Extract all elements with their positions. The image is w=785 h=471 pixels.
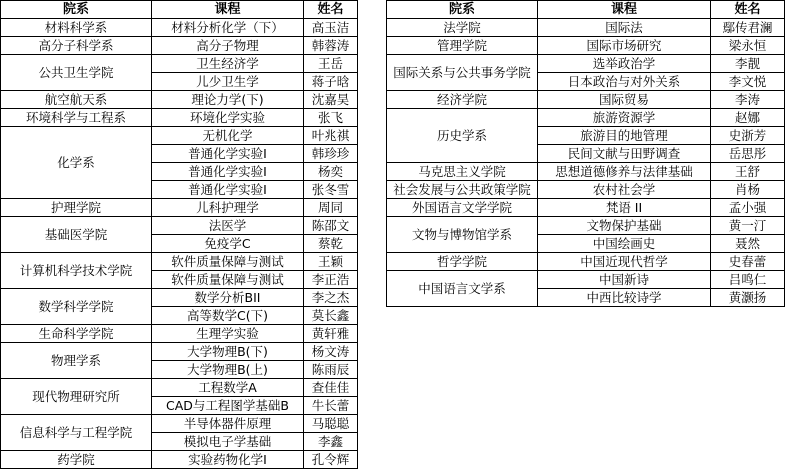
table-row [1,109,358,127]
course-cell[interactable]: 普通化学实验I [152,163,304,181]
name-cell[interactable]: 牛长蕾 [304,397,358,415]
dept-cell[interactable]: 药学院 [1,451,152,469]
course-cell[interactable]: 大学物理B(上) [152,361,304,379]
course-cell[interactable]: 普通化学实验I [152,145,304,163]
table-row [1,91,358,109]
course-cell[interactable]: 免疫学C [152,235,304,253]
name-cell[interactable]: 李之杰 [304,289,358,307]
table-row [1,55,358,73]
table-row [1,217,358,235]
course-cell[interactable]: 大学物理B(下) [152,343,304,361]
name-cell[interactable]: 李鑫 [304,433,358,451]
header-course[interactable]: 课程 [152,1,304,19]
name-cell[interactable]: 马聪聪 [304,415,358,433]
table-row [387,19,785,37]
course-cell[interactable]: 工程数学A [152,379,304,397]
dept-cell[interactable]: 现代物理研究所 [1,379,152,415]
course-cell[interactable]: 普通化学实验I [152,181,304,199]
name-cell[interactable]: 陈邵文 [304,217,358,235]
header-course[interactable]: 课程 [538,1,711,19]
dept-cell[interactable]: 物理学系 [1,343,152,379]
dept-cell[interactable]: 护理学院 [1,199,152,217]
course-cell[interactable]: 中国绘画史 [538,235,711,253]
name-cell[interactable]: 李靓 [711,55,785,73]
dept-cell[interactable]: 管理学院 [387,37,538,55]
name-cell[interactable]: 赵娜 [711,109,785,127]
name-cell[interactable]: 李正浩 [304,271,358,289]
course-cell[interactable]: 国际法 [538,19,711,37]
dept-cell[interactable]: 环境科学与工程系 [1,109,152,127]
dept-cell[interactable]: 哲学学院 [387,253,538,271]
dept-cell[interactable]: 中国语言文学系 [387,271,538,307]
course-cell[interactable]: 无机化学 [152,127,304,145]
header-name[interactable]: 姓名 [304,1,358,19]
course-cell[interactable]: 农村社会学 [538,181,711,199]
name-cell[interactable]: 肖杨 [711,181,785,199]
name-cell[interactable]: 陈雨辰 [304,361,358,379]
course-cell[interactable]: 中国新诗 [538,271,711,289]
name-cell[interactable]: 杨奕 [304,163,358,181]
name-cell[interactable]: 黄一汀 [711,217,785,235]
table-row [1,199,358,217]
course-cell[interactable]: 环境化学实验 [152,109,304,127]
table-row [1,19,358,37]
course-cell[interactable]: 模拟电子学基础 [152,433,304,451]
course-cell[interactable]: 儿少卫生学 [152,73,304,91]
table-row [387,163,785,181]
table-row [1,253,358,271]
table-row [387,181,785,199]
name-cell[interactable]: 梁永恒 [711,37,785,55]
name-cell[interactable]: 沈嘉昊 [304,91,358,109]
dept-cell[interactable]: 公共卫生学院 [1,55,152,91]
header-dept[interactable]: 院系 [1,1,152,19]
course-cell[interactable]: 日本政治与对外关系 [538,73,711,91]
course-cell[interactable]: 民间文献与田野调查 [538,145,711,163]
name-cell[interactable]: 莫长鑫 [304,307,358,325]
dept-cell[interactable]: 高分子科学系 [1,37,152,55]
header-row [387,1,785,19]
dept-cell[interactable]: 法学院 [387,19,538,37]
name-cell[interactable]: 黄轩雅 [304,325,358,343]
name-cell[interactable]: 王颖 [304,253,358,271]
name-cell[interactable]: 王舒 [711,163,785,181]
table-row [387,55,785,73]
name-cell[interactable]: 孟小强 [711,199,785,217]
course-cell[interactable]: 生理学实验 [152,325,304,343]
course-cell[interactable]: CAD与工程图学基础B [152,397,304,415]
course-cell[interactable]: 旅游资源学 [538,109,711,127]
course-cell[interactable]: 卫生经济学 [152,55,304,73]
course-cell[interactable]: 高分子物理 [152,37,304,55]
name-cell[interactable]: 韩珍珍 [304,145,358,163]
course-cell[interactable]: 国际贸易 [538,91,711,109]
table-row [1,325,358,343]
table-row [1,127,358,145]
name-cell[interactable]: 聂然 [711,235,785,253]
name-cell[interactable]: 李涛 [711,91,785,109]
course-cell[interactable]: 实验药物化学I [152,451,304,469]
dept-cell[interactable]: 文物与博物馆学系 [387,217,538,253]
table-row [387,91,785,109]
course-cell[interactable]: 软件质量保障与测试 [152,253,304,271]
table-row [1,451,358,469]
table-row [387,271,785,289]
name-cell[interactable]: 史浙芳 [711,127,785,145]
course-cell[interactable]: 中西比较诗学 [538,289,711,307]
table-row [1,37,358,55]
table-row [387,217,785,235]
name-cell[interactable]: 黄灏扬 [711,289,785,307]
course-cell[interactable]: 儿科护理学 [152,199,304,217]
course-cell[interactable]: 半导体器件原理 [152,415,304,433]
dept-cell[interactable]: 经济学院 [387,91,538,109]
name-cell[interactable]: 张冬雪 [304,181,358,199]
left-course-table [0,0,358,469]
name-cell[interactable]: 高玉洁 [304,19,358,37]
course-cell[interactable]: 理论力学(下) [152,91,304,109]
table-row [387,253,785,271]
header-dept[interactable]: 院系 [387,1,538,19]
table-row [387,37,785,55]
dept-cell[interactable]: 化学系 [1,127,152,199]
course-cell[interactable]: 数学分析BII [152,289,304,307]
dept-cell[interactable]: 基础医学院 [1,217,152,253]
course-cell[interactable]: 选举政治学 [538,55,711,73]
dept-cell[interactable]: 马克思主义学院 [387,163,538,181]
course-cell[interactable]: 材料分析化学（下） [152,19,304,37]
name-cell[interactable]: 李文悦 [711,73,785,91]
table-row [387,199,785,217]
dept-cell[interactable]: 外国语言文学学院 [387,199,538,217]
course-cell[interactable]: 中国近现代哲学 [538,253,711,271]
name-cell[interactable]: 孔令辉 [304,451,358,469]
course-cell[interactable]: 法医学 [152,217,304,235]
table-row [1,289,358,307]
course-cell[interactable]: 国际市场研究 [538,37,711,55]
name-cell[interactable]: 王岳 [304,55,358,73]
dept-cell[interactable]: 社会发展与公共政策学院 [387,181,538,199]
header-row [1,1,358,19]
name-cell[interactable]: 周同 [304,199,358,217]
table-row [1,379,358,397]
name-cell[interactable]: 查佳佳 [304,379,358,397]
dept-cell[interactable]: 国际关系与公共事务学院 [387,55,538,91]
course-cell[interactable]: 思想道德修养与法律基础 [538,163,711,181]
course-cell[interactable]: 文物保护基础 [538,217,711,235]
name-cell[interactable]: 蒋子晗 [304,73,358,91]
name-cell[interactable]: 吕鸣仁 [711,271,785,289]
course-cell[interactable]: 旅游目的地管理 [538,127,711,145]
name-cell[interactable]: 叶兆祺 [304,127,358,145]
header-name[interactable]: 姓名 [711,1,785,19]
right-course-table [386,0,785,307]
course-cell[interactable]: 软件质量保障与测试 [152,271,304,289]
course-cell[interactable]: 梵语 II [538,199,711,217]
name-cell[interactable]: 史春蕾 [711,253,785,271]
name-cell[interactable]: 鄢传君澜 [711,19,785,37]
name-cell[interactable]: 张飞 [304,109,358,127]
name-cell[interactable]: 韩蓉涛 [304,37,358,55]
table-row [387,109,785,127]
dept-cell[interactable]: 生命科学学院 [1,325,152,343]
dept-cell[interactable]: 信息科学与工程学院 [1,415,152,451]
dept-cell[interactable]: 历史学系 [387,109,538,163]
name-cell[interactable]: 岳思彤 [711,145,785,163]
dept-cell[interactable]: 数学科学学院 [1,289,152,325]
table-row [1,415,358,433]
name-cell[interactable]: 蔡乾 [304,235,358,253]
dept-cell[interactable]: 航空航天系 [1,91,152,109]
dept-cell[interactable]: 计算机科学技术学院 [1,253,152,289]
course-cell[interactable]: 高等数学C(下) [152,307,304,325]
name-cell[interactable]: 杨文涛 [304,343,358,361]
dept-cell[interactable]: 材料科学系 [1,19,152,37]
table-row [1,343,358,361]
